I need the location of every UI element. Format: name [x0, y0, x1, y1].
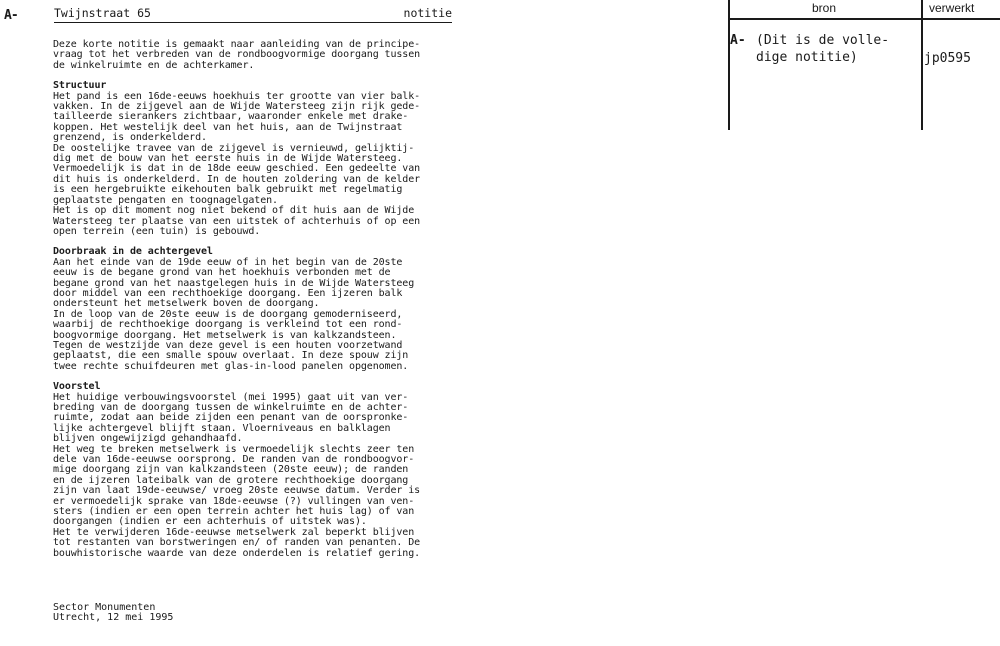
text-line: mige doorgang zijn van kalkzandsteen (20ste eeuw); de randen	[53, 464, 409, 476]
section-heading: Doorbraak in de achtergevel	[53, 246, 213, 258]
text-line: De oostelijke travee van de zijgevel is vernieuwd, gelijktij-	[53, 142, 415, 154]
text-line: tot restanten van borstweringen en/ of randen van penanten. De	[53, 537, 421, 549]
source-table	[728, 0, 1000, 130]
text-line: sters (indien er een open terrein achter het huis lag) of van	[53, 506, 415, 518]
text-line: dit huis is onderkelderd. In de houten zoldering van de kelder	[53, 173, 421, 185]
text-line: blijven ongewijzigd gehandhaafd.	[53, 433, 243, 445]
table-header-rule	[728, 18, 1000, 20]
header-type: notitie	[403, 6, 452, 20]
source-line: dige notitie)	[756, 50, 858, 65]
column-header-processed: verwerkt	[929, 1, 975, 15]
section-voorstel	[53, 382, 463, 559]
document-body	[53, 40, 463, 559]
text-line: geplaatste pengaten en toognagelgaten.	[53, 194, 278, 206]
column-header-source: bron	[812, 1, 837, 15]
section-doorbraak	[53, 247, 463, 372]
row-marker: A-	[730, 33, 746, 48]
text-line: waarbij de rechthoekige doorgang is verkleind tot een rond-	[53, 319, 403, 331]
table-border-left	[728, 0, 730, 130]
section-heading: Structuur	[53, 80, 107, 92]
text-line: doorgangen (indien er een achterhuis of uitstek was).	[53, 516, 367, 528]
text-line: tailleerde sierankers zichtbaar, waaronder enkele met drake-	[53, 111, 409, 123]
text-line: geplaatst, die een smalle spouw overlaat. In deze spouw zijn	[53, 350, 409, 362]
text-line: vakken. In de zijgevel aan de Wijde Watersteeg zijn rijk gede-	[53, 101, 421, 113]
text-line: Het is op dit moment nog niet bekend of dit huis aan de Wijde	[53, 205, 415, 217]
text-line: er vermoedelijk sprake van 18de-eeuwse (?) vullingen van ven-	[53, 495, 415, 507]
text-line: open terrein (een tuin) is gebouwd.	[53, 225, 261, 237]
text-line: bouwhistorische waarde van deze onderdelen is relatief gering.	[53, 547, 421, 559]
document-header	[54, 4, 452, 23]
text-line: Het te verwijderen 16de-eeuwse metselwerk zal beperkt blijven	[53, 526, 415, 538]
table-column-divider	[921, 0, 923, 130]
header-address: Twijnstraat 65	[54, 6, 151, 20]
text-line: dig met de bouw van het eerste huis in de Wijde Watersteeg.	[53, 153, 403, 165]
source-line: (Dit is de volle-	[756, 33, 890, 48]
text-line: twee rechte schuifdeuren met glas-in-lood panelen opgenomen.	[53, 360, 409, 372]
text-line: Deze korte notitie is gemaakt naar aanleiding van de principe-	[53, 39, 421, 50]
text-line: Het weg te breken metselwerk is vermoedelijk slechts zeer ten	[53, 443, 415, 455]
text-line: grenzend, is onderkelderd.	[53, 132, 207, 144]
text-line: Watersteeg ter plaatse van een uitstek of achterhuis of op een	[53, 215, 421, 227]
text-line: breding van de doorgang tussen de winkelruimte en de achter-	[53, 402, 409, 413]
text-line: Vermoedelijk is dat in de 18de eeuw geschied. Een gedeelte van	[53, 163, 421, 175]
text-line: zijn van laat 19de-eeuwse/ vroeg 20ste eeuwse datum. Verder is	[53, 485, 421, 497]
text-line: Het pand is een 16de-eeuws hoekhuis ter grootte van vier balk-	[53, 90, 421, 102]
text-line: Het huidige verbouwingsvoorstel (mei 1995) gaat uit van ver-	[53, 391, 409, 403]
text-line: In de loop van de 20ste eeuw is de doorgang gemoderniseerd,	[53, 308, 403, 320]
text-line: dele van 16de-eeuwse oorsprong. De randen van de rondboogvor-	[53, 454, 415, 466]
document-marker: A-	[4, 8, 18, 23]
text-line: Aan het einde van de 19de eeuw of in het begin van de 20ste	[53, 256, 403, 268]
text-line: lijke achtergevel blijft staan. Vloerniveaus en balklagen	[53, 422, 391, 434]
text-line: eeuw is de begane grond van het hoekhuis verbonden met de	[53, 267, 391, 279]
text-line: begane grond van het naastgelegen huis in de Wijde Watersteeg	[53, 277, 415, 289]
text-line: en de ijzeren lateibalk van de grotere rechthoekige doorgang	[53, 474, 409, 486]
footer-place-date: Utrecht, 12 mei 1995	[53, 612, 174, 624]
text-line: ondersteunt het metselwerk boven de doorgang.	[53, 298, 320, 310]
processed-code: jp0595	[924, 51, 971, 66]
intro-paragraph	[53, 40, 463, 71]
text-line: koppen. Het westelijk deel van het huis, aan de Twijnstraat	[53, 121, 403, 133]
text-line: is een hergebruikte eikehouten balk gebruikt met regelmatig	[53, 184, 403, 196]
text-line: vraag tot het verbreden van de rondboogvormige doorgang tussen	[53, 49, 421, 61]
section-heading: Voorstel	[53, 381, 101, 393]
text-line: de winkelruimte en de achterkamer.	[53, 59, 255, 71]
section-structuur	[53, 81, 463, 237]
document-footer	[53, 603, 173, 624]
footer-organisation: Sector Monumenten	[53, 602, 156, 613]
text-line: boogvormige doorgang. Het metselwerk is van kalkzandsteen.	[53, 329, 397, 341]
text-line: Tegen de westzijde van deze gevel is een houten voorzetwand	[53, 339, 403, 351]
text-line: ruimte, zodat aan beide zijden een penant van de oorspronke-	[53, 412, 409, 424]
text-line: door middel van een rechthoekige doorgang. Een ijzeren balk	[53, 287, 403, 299]
